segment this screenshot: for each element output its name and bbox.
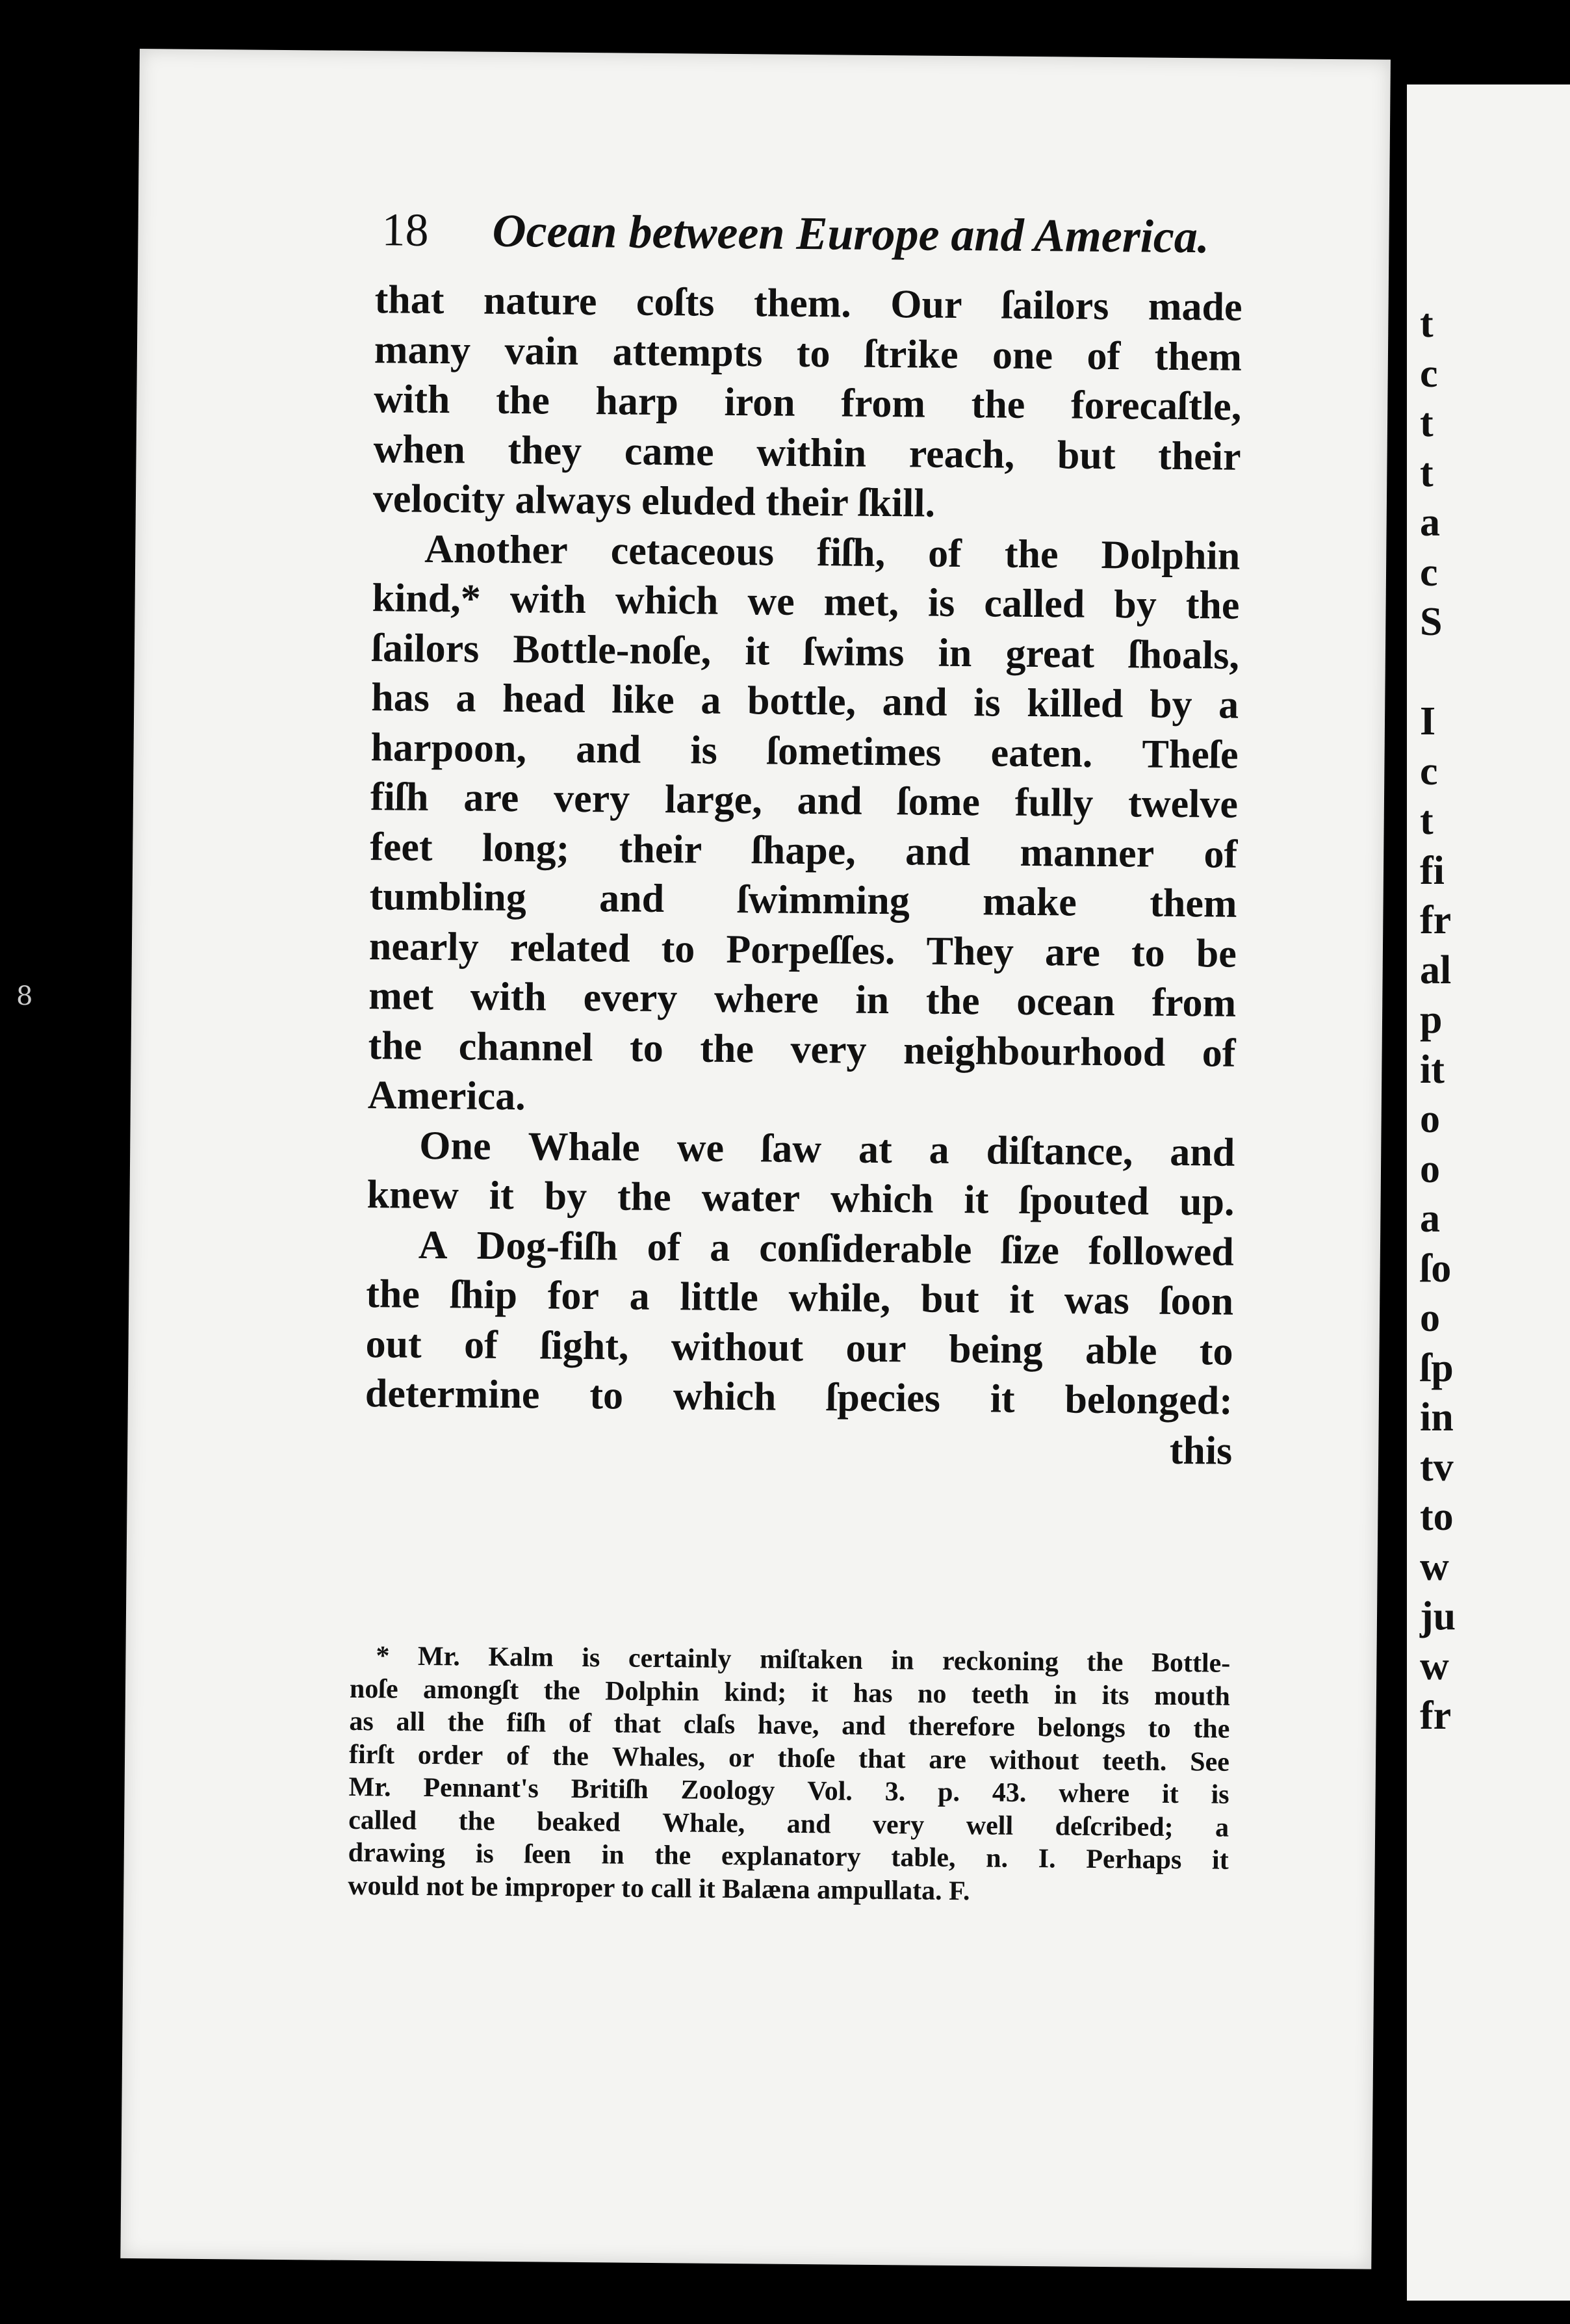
footnote-line-content: drawing is ſeen in the explanatory table, n. I. Perhaps it [348, 1837, 1229, 1876]
facing-page-fragment: a [1420, 500, 1440, 545]
book-page [120, 49, 1391, 2269]
facing-page-fragment: to [1420, 1495, 1454, 1539]
text-line-content: knew it by the water which it ſpouted up. [367, 1172, 1235, 1224]
facing-page-fragment: t [1420, 401, 1434, 445]
text-line [369, 872, 1237, 929]
facing-page-fragment: o [1420, 1146, 1440, 1191]
facing-page-fragment: o [1420, 1097, 1440, 1141]
text-line [370, 723, 1239, 780]
text-line-content: nearly related to Porpeſſes. They are to be [368, 923, 1237, 976]
page-number: 18 [381, 203, 429, 256]
facing-page-fragment: tv [1420, 1445, 1454, 1490]
text-line-content: when they came within reach, but their [373, 426, 1241, 479]
facing-page-fragment: ſp [1420, 1345, 1454, 1390]
text-line-content: met with every where in the ocean from [368, 974, 1237, 1026]
text-line-content: ſailors Bottle-noſe, it ſwims in great ſhoals, [371, 625, 1240, 678]
facing-page-fragment: S [1420, 600, 1443, 644]
facing-page-fragment: c [1420, 749, 1438, 794]
text-line [370, 822, 1238, 879]
text-line-content: the channel to the very neighbourhood of [368, 1023, 1236, 1076]
text-line [366, 1269, 1234, 1326]
text-line-content: America. [367, 1073, 526, 1119]
facing-page-fragment: w [1420, 1644, 1449, 1688]
facing-page-fragment: t [1420, 450, 1434, 495]
text-line [373, 424, 1241, 482]
facing-page-fragment: a [1420, 1196, 1440, 1241]
facing-page-fragment: al [1420, 948, 1452, 992]
facing-page-fragment: c [1420, 351, 1438, 396]
text-line [374, 374, 1242, 432]
text-line-content: many vain attempts to ſtrike one of them [374, 327, 1242, 380]
text-line [371, 673, 1239, 730]
facing-page-fragment: I [1420, 699, 1436, 743]
text-line-content: fiſh are very large, and ſome fully twelve [370, 775, 1239, 827]
footnote-line-content: as all the fiſh of that claſs have, and therefore belongs to the [349, 1706, 1230, 1744]
text-line [368, 1070, 1236, 1128]
text-line [365, 1419, 1233, 1476]
footnote [348, 1640, 1230, 1910]
facing-page-fragment: fr [1420, 1694, 1452, 1738]
text-line-content: One Whale we ſaw at a diſtance, and [418, 1123, 1235, 1175]
text-line-content: determine to which ſpecies it belonged: [365, 1371, 1233, 1423]
text-line-content: with the harp iron from the forecaſtle, [374, 377, 1242, 429]
text-line [367, 1120, 1235, 1178]
text-line [368, 1021, 1236, 1078]
facing-page-fragment [1420, 647, 1456, 697]
facing-page-fragment: fi [1420, 848, 1445, 893]
text-line [368, 971, 1237, 1028]
facing-page-edge [1407, 84, 1570, 2301]
footnote-line-content: firſt order of the Whales, or thoſe that are without teeth. See [348, 1739, 1230, 1777]
footnote-line-content: Mr. Pennant's Britiſh Zoology Vol. 3. p. 43. where it is [348, 1772, 1229, 1810]
text-line [365, 1369, 1233, 1426]
facing-page-fragment: ſo [1420, 1246, 1452, 1291]
footnote-line-content: would not be improper to call it Balæna ampullata. F. [348, 1870, 970, 1906]
text-line [373, 474, 1241, 531]
facing-page-text-fragments [1420, 299, 1456, 1741]
text-line-content: velocity always eluded their ſkill. [372, 476, 936, 526]
text-line-content: kind,* with which we met, is called by the [372, 576, 1240, 628]
running-title: Ocean between Europe and America. [492, 204, 1210, 263]
running-header [381, 200, 1209, 266]
text-line [369, 922, 1237, 979]
facing-page-fragment: t [1420, 302, 1434, 346]
facing-page-fragment: o [1420, 1296, 1440, 1340]
text-line-content: that nature coſts them. Our ſailors made [374, 278, 1242, 329]
text-line [372, 524, 1241, 581]
text-line-content: out of ſight, without our being able to [365, 1321, 1233, 1374]
text-line [367, 1220, 1235, 1277]
body-text [365, 275, 1242, 1476]
footnote-line-content: noſe amongſt the Dolphin kind; it has no teeth in its mouth [349, 1673, 1231, 1712]
footnote-line-content: called the beaked Whale, and very well deſcribed; a [348, 1805, 1229, 1843]
text-line [372, 623, 1240, 680]
text-line-content: tumbling and ſwimming make them [369, 874, 1237, 926]
facing-page-fragment: c [1420, 550, 1438, 595]
text-line [370, 772, 1239, 829]
text-line [374, 275, 1242, 332]
facing-page-fragment: in [1420, 1395, 1454, 1440]
text-line-content: has a head like a bottle, and is killed by a [371, 675, 1239, 727]
facing-page-fragment: t [1420, 799, 1434, 843]
text-line [367, 1170, 1235, 1227]
text-line-content: harpoon, and is ſometimes eaten. Theſe [370, 725, 1239, 777]
text-line [365, 1319, 1233, 1376]
footnote-line-content: * Mr. Kalm is certainly miſtaken in reckoning the Bottle- [376, 1641, 1231, 1679]
facing-page-fragment: it [1420, 1047, 1445, 1092]
text-line-content: A Dog-fiſh of a conſiderable ſize followed [418, 1222, 1235, 1274]
margin-mark: 8 [16, 981, 33, 1011]
text-line-content: Another cetaceous fiſh, of the Dolphin [424, 526, 1241, 578]
text-line [374, 325, 1242, 382]
facing-page-fragment: w [1420, 1544, 1449, 1589]
text-line [372, 573, 1240, 630]
facing-page-fragment: fr [1420, 898, 1452, 942]
text-line-content: this [1169, 1428, 1233, 1473]
facing-page-fragment: ju [1420, 1594, 1456, 1638]
facing-page-fragment: p [1420, 998, 1443, 1042]
text-line-content: feet long; their ſhape, and manner of [370, 824, 1238, 877]
text-line-content: the ſhip for a little while, but it was ſoon [365, 1272, 1234, 1324]
